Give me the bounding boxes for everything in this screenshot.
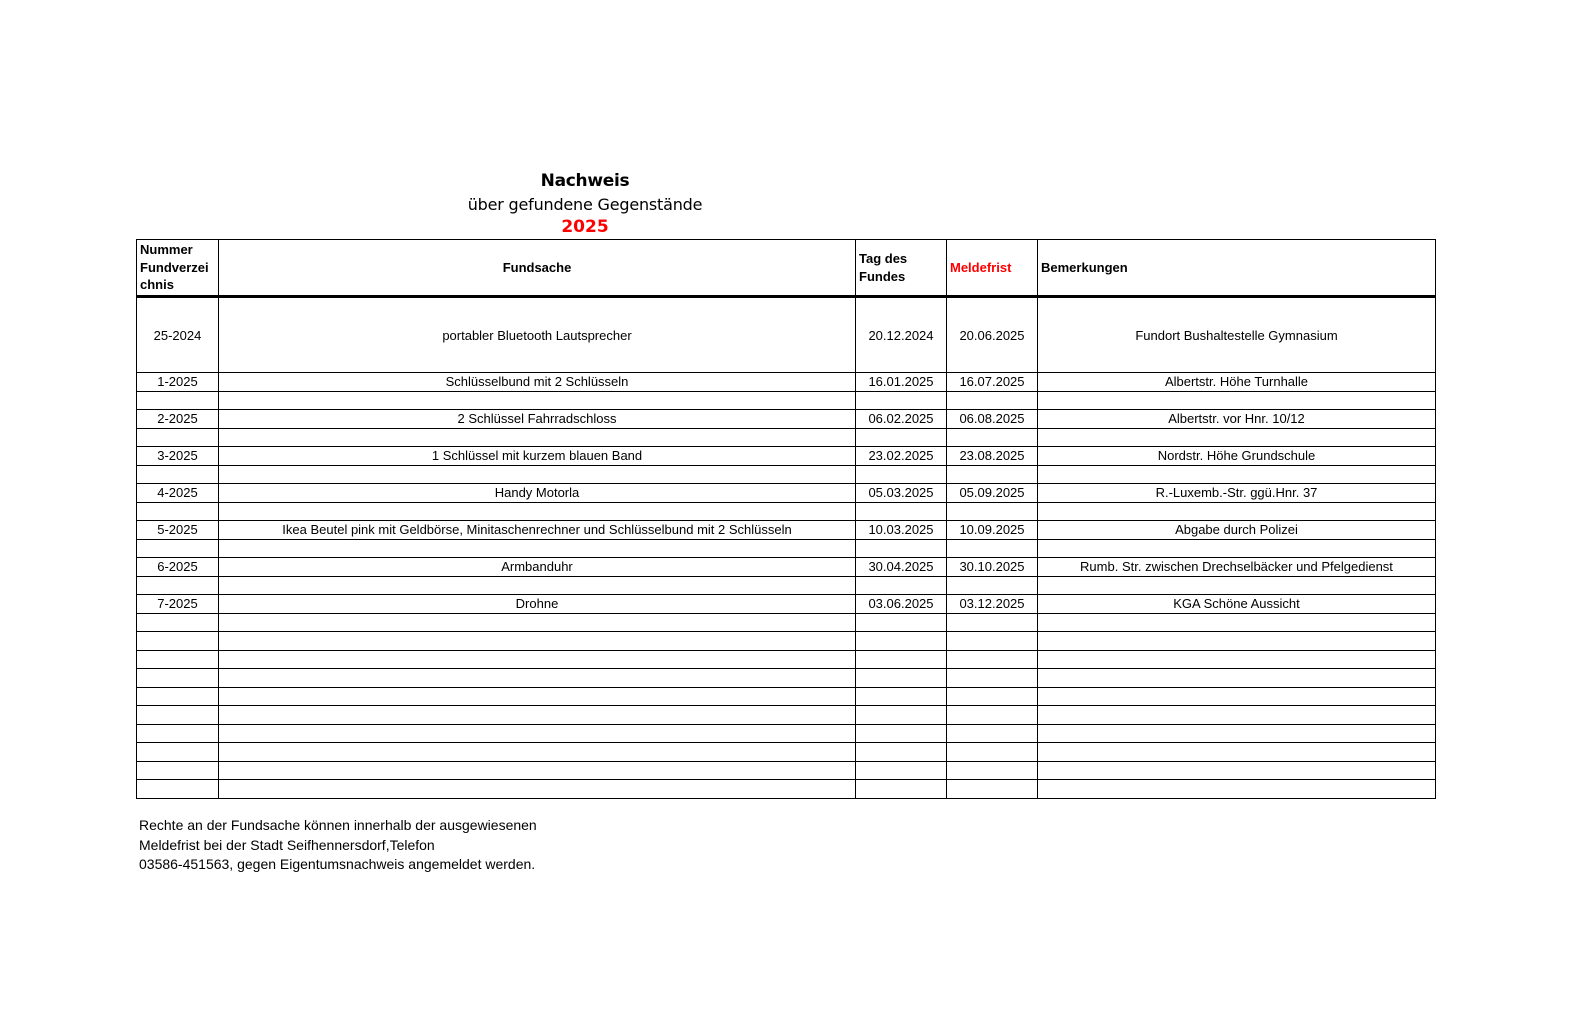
cell-bemerkungen [1038,576,1436,595]
cell-tag [856,632,947,651]
cell-fundsache [219,428,856,447]
cell-fundsache: portabler Bluetooth Lautsprecher [219,297,856,373]
cell-meldefrist [947,632,1038,651]
cell-fundsache [219,669,856,688]
table-row [137,373,1436,392]
cell-fundsache [219,761,856,780]
cell-meldefrist: 06.08.2025 [947,410,1038,429]
header-nummer: Nummer Fundverzei chnis [137,240,219,297]
cell-bemerkungen [1038,669,1436,688]
cell-meldefrist [947,613,1038,632]
cell-tag [856,613,947,632]
table-row [137,576,1436,595]
cell-nummer [137,465,219,484]
cell-nummer: 3-2025 [137,447,219,466]
table-row [137,650,1436,669]
table-row [137,595,1436,614]
document-title: Nachweis [540,171,630,191]
cell-meldefrist: 03.12.2025 [947,595,1038,614]
cell-nummer: 6-2025 [137,558,219,577]
cell-meldefrist: 10.09.2025 [947,521,1038,540]
cell-fundsache [219,743,856,762]
table-row [137,521,1436,540]
cell-tag: 30.04.2025 [856,558,947,577]
cell-meldefrist [947,669,1038,688]
cell-tag: 10.03.2025 [856,521,947,540]
cell-nummer [137,613,219,632]
cell-nummer [137,687,219,706]
table-row [137,391,1436,410]
cell-fundsache [219,539,856,558]
table-row [137,558,1436,577]
cell-tag [856,391,947,410]
cell-fundsache [219,650,856,669]
table-row [137,410,1436,429]
cell-fundsache: 1 Schlüssel mit kurzem blauen Band [219,447,856,466]
table-row [137,687,1436,706]
cell-tag [856,669,947,688]
cell-tag [856,687,947,706]
cell-fundsache: Armbanduhr [219,558,856,577]
document-year: 2025 [561,217,609,237]
cell-bemerkungen: R.-Luxemb.-Str. ggü.Hnr. 37 [1038,484,1436,503]
table-row [137,761,1436,780]
cell-nummer [137,632,219,651]
footer-line: Meldefrist bei der Stadt Seifhennersdorf,Telefon [139,836,435,853]
table-row [137,724,1436,743]
cell-meldefrist: 30.10.2025 [947,558,1038,577]
cell-bemerkungen [1038,650,1436,669]
cell-nummer [137,539,219,558]
cell-fundsache [219,706,856,725]
cell-nummer [137,780,219,799]
cell-tag [856,576,947,595]
table-row [137,447,1436,466]
cell-meldefrist [947,761,1038,780]
table-row [137,743,1436,762]
cell-fundsache [219,465,856,484]
cell-meldefrist [947,706,1038,725]
cell-bemerkungen [1038,743,1436,762]
cell-nummer: 7-2025 [137,595,219,614]
cell-tag [856,465,947,484]
cell-nummer [137,724,219,743]
cell-tag [856,650,947,669]
cell-nummer [137,650,219,669]
cell-meldefrist: 23.08.2025 [947,447,1038,466]
cell-meldefrist [947,650,1038,669]
document-subtitle: über gefundene Gegenstände [467,195,703,214]
table-row [137,297,1436,373]
cell-meldefrist [947,539,1038,558]
table-row [137,465,1436,484]
cell-bemerkungen: Albertstr. Höhe Turnhalle [1038,373,1436,392]
cell-bemerkungen [1038,687,1436,706]
table-row [137,706,1436,725]
cell-bemerkungen [1038,539,1436,558]
table-row [137,632,1436,651]
cell-bemerkungen: Rumb. Str. zwischen Drechselbäcker und Pfelgedienst [1038,558,1436,577]
cell-nummer [137,576,219,595]
table-row [137,613,1436,632]
cell-nummer [137,428,219,447]
cell-meldefrist [947,743,1038,762]
cell-bemerkungen: KGA Schöne Aussicht [1038,595,1436,614]
table-row [137,428,1436,447]
header-tag-des-fundes: Tag des Fundes [856,240,947,297]
cell-nummer [137,761,219,780]
cell-tag: 16.01.2025 [856,373,947,392]
cell-bemerkungen [1038,706,1436,725]
cell-nummer [137,743,219,762]
cell-bemerkungen [1038,391,1436,410]
cell-tag [856,780,947,799]
cell-fundsache: 2 Schlüssel Fahrradschloss [219,410,856,429]
cell-nummer: 5-2025 [137,521,219,540]
cell-fundsache: Drohne [219,595,856,614]
table-row [137,669,1436,688]
cell-bemerkungen [1038,428,1436,447]
cell-bemerkungen [1038,724,1436,743]
cell-meldefrist [947,391,1038,410]
cell-meldefrist [947,576,1038,595]
cell-bemerkungen [1038,780,1436,799]
cell-fundsache: Ikea Beutel pink mit Geldbörse, Minitaschenrechner und Schlüsselbund mit 2 Schlüsseln [219,521,856,540]
cell-bemerkungen [1038,761,1436,780]
cell-fundsache: Schlüsselbund mit 2 Schlüsseln [219,373,856,392]
cell-tag: 06.02.2025 [856,410,947,429]
table-row [137,539,1436,558]
cell-tag: 23.02.2025 [856,447,947,466]
cell-tag [856,743,947,762]
cell-nummer [137,669,219,688]
table-row [137,780,1436,799]
cell-nummer: 4-2025 [137,484,219,503]
cell-fundsache [219,502,856,521]
table-row [137,502,1436,521]
cell-tag [856,428,947,447]
cell-tag: 03.06.2025 [856,595,947,614]
cell-bemerkungen: Fundort Bushaltestelle Gymnasium [1038,297,1436,373]
cell-nummer: 25-2024 [137,297,219,373]
cell-tag [856,706,947,725]
cell-meldefrist [947,428,1038,447]
table-header-row [137,240,1436,297]
cell-bemerkungen [1038,465,1436,484]
cell-fundsache [219,391,856,410]
cell-meldefrist [947,465,1038,484]
cell-nummer: 1-2025 [137,373,219,392]
cell-meldefrist: 16.07.2025 [947,373,1038,392]
cell-fundsache [219,724,856,743]
footer-line: Rechte an der Fundsache können innerhalb der ausgewiesenen [139,817,537,833]
cell-tag: 05.03.2025 [856,484,947,503]
footer-note [139,816,537,875]
cell-meldefrist [947,724,1038,743]
cell-bemerkungen [1038,632,1436,651]
cell-fundsache [219,780,856,799]
cell-fundsache: Handy Motorla [219,484,856,503]
cell-fundsache [219,613,856,632]
cell-meldefrist [947,687,1038,706]
cell-meldefrist: 05.09.2025 [947,484,1038,503]
cell-fundsache [219,632,856,651]
cell-meldefrist: 20.06.2025 [947,297,1038,373]
cell-meldefrist [947,780,1038,799]
cell-nummer: 2-2025 [137,410,219,429]
cell-nummer [137,706,219,725]
cell-tag [856,502,947,521]
cell-bemerkungen: Albertstr. vor Hnr. 10/12 [1038,410,1436,429]
cell-bemerkungen: Nordstr. Höhe Grundschule [1038,447,1436,466]
cell-nummer [137,391,219,410]
cell-fundsache [219,687,856,706]
cell-tag [856,724,947,743]
found-items-table [136,239,1436,799]
cell-tag [856,761,947,780]
cell-bemerkungen: Abgabe durch Polizei [1038,521,1436,540]
cell-tag [856,539,947,558]
cell-bemerkungen [1038,613,1436,632]
cell-meldefrist [947,502,1038,521]
cell-fundsache [219,576,856,595]
header-meldefrist: Meldefrist [947,240,1038,297]
table-row [137,484,1436,503]
footer-line: 03586-451563, gegen Eigentumsnachweis angemeldet werden. [139,856,536,872]
cell-nummer [137,502,219,521]
cell-tag: 20.12.2024 [856,297,947,373]
header-bemerkungen: Bemerkungen [1038,240,1436,297]
header-fundsache: Fundsache [219,240,856,297]
cell-bemerkungen [1038,502,1436,521]
